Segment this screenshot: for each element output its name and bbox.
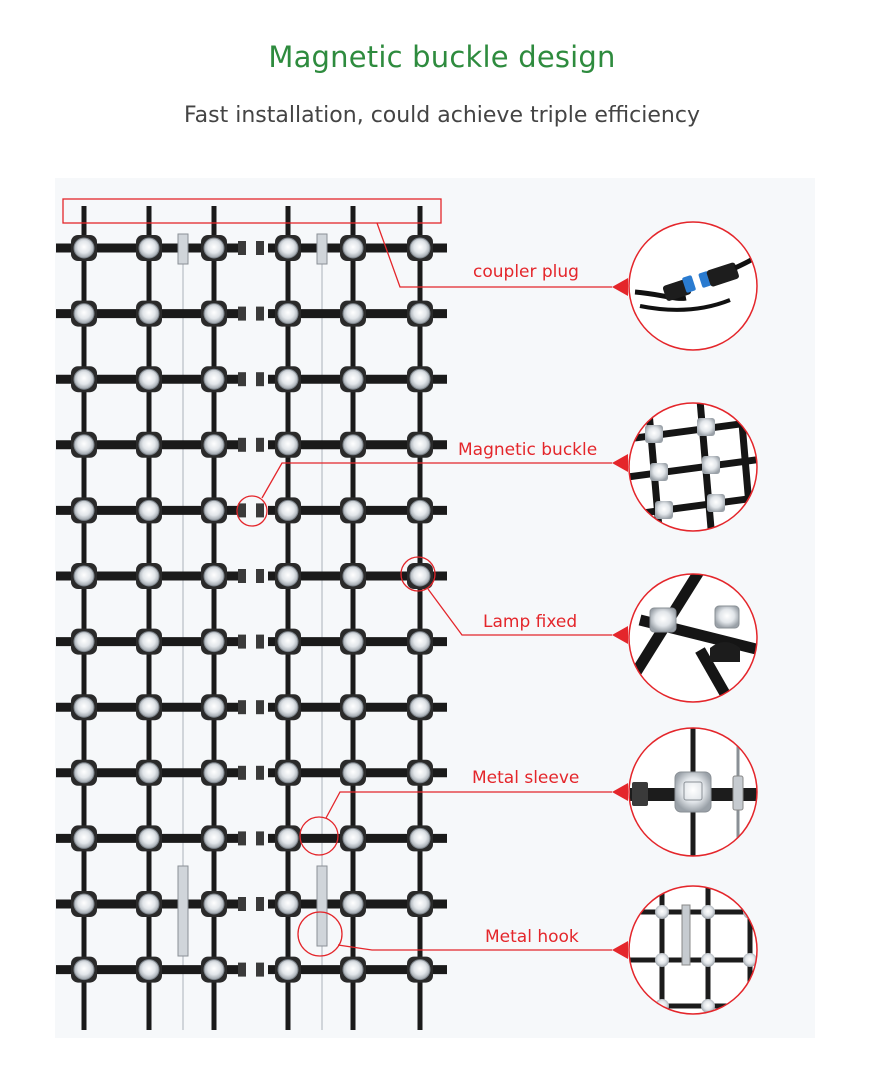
led-lamp xyxy=(204,828,224,848)
led-lamp xyxy=(204,566,224,586)
magnetic-buckle xyxy=(238,766,246,780)
led-lamp xyxy=(410,828,430,848)
led-lamp xyxy=(343,500,363,520)
led-lamp xyxy=(410,697,430,717)
led-lamp xyxy=(139,763,159,783)
led-lamp xyxy=(410,960,430,980)
led-lamp xyxy=(139,632,159,652)
led-lamp xyxy=(74,828,94,848)
led-lamp xyxy=(278,566,298,586)
led-lamp xyxy=(410,566,430,586)
magnetic-buckle-closeup xyxy=(620,400,770,540)
metal-sleeve-closeup xyxy=(629,720,770,870)
led-lamp xyxy=(278,435,298,455)
magnetic-buckle xyxy=(256,503,264,517)
led-lamp xyxy=(204,500,224,520)
led-lamp xyxy=(278,894,298,914)
magnetic-buckle xyxy=(256,438,264,452)
led-lamp xyxy=(139,369,159,389)
magnetic-buckle xyxy=(238,700,246,714)
led-lamp xyxy=(410,500,430,520)
led-lamp xyxy=(139,960,159,980)
led-lamp xyxy=(139,697,159,717)
led-lamp xyxy=(278,500,298,520)
led-lamp xyxy=(139,828,159,848)
led-lamp xyxy=(278,763,298,783)
coupler-highlight-box xyxy=(63,199,441,223)
callout-pointers xyxy=(612,278,628,959)
led-lamp xyxy=(139,500,159,520)
led-lamp xyxy=(343,238,363,258)
led-lamp xyxy=(343,435,363,455)
led-lamp xyxy=(74,566,94,586)
led-lamp xyxy=(74,435,94,455)
magnetic-buckle xyxy=(238,635,246,649)
led-lamp xyxy=(74,304,94,324)
led-lamp xyxy=(204,894,224,914)
led-lamp xyxy=(343,763,363,783)
led-lamp xyxy=(410,763,430,783)
metal-sleeve xyxy=(317,866,327,946)
led-lamp xyxy=(343,369,363,389)
led-lamp xyxy=(204,763,224,783)
coupler-plug-label: coupler plug xyxy=(473,262,579,282)
magnetic-buckle xyxy=(238,831,246,845)
magnetic-buckle xyxy=(256,766,264,780)
magnetic-buckle xyxy=(256,635,264,649)
led-lamp xyxy=(410,632,430,652)
lamp-fixed-closeup xyxy=(625,570,760,720)
magnetic-buckle xyxy=(238,307,246,321)
led-lamp xyxy=(204,238,224,258)
led-lamp xyxy=(410,435,430,455)
magnetic-buckle xyxy=(238,963,246,977)
magnetic-buckle xyxy=(238,503,246,517)
led-lamp xyxy=(410,238,430,258)
magnetic-buckle xyxy=(256,963,264,977)
page-subtitle: Fast installation, could achieve triple efficiency xyxy=(184,103,700,128)
led-lamp xyxy=(139,238,159,258)
led-grid xyxy=(56,206,447,1030)
led-lamp xyxy=(204,632,224,652)
metal-sleeve-label: Metal sleeve xyxy=(472,768,580,788)
led-lamp xyxy=(74,894,94,914)
led-lamp xyxy=(278,828,298,848)
led-lamp xyxy=(343,632,363,652)
magnetic-buckle xyxy=(256,831,264,845)
led-lamp xyxy=(74,697,94,717)
magnetic-buckle xyxy=(256,307,264,321)
magnetic-buckle xyxy=(238,241,246,255)
led-lamp xyxy=(343,566,363,586)
led-lamp xyxy=(278,238,298,258)
led-lamp xyxy=(278,960,298,980)
led-lamp xyxy=(139,304,159,324)
lamp-fixed-label: Lamp fixed xyxy=(483,612,578,632)
led-lamp xyxy=(278,304,298,324)
led-lamp xyxy=(278,369,298,389)
magnetic-buckle xyxy=(256,372,264,386)
led-lamp xyxy=(410,369,430,389)
led-lamp xyxy=(410,894,430,914)
led-lamp xyxy=(74,632,94,652)
magnetic-buckle xyxy=(256,897,264,911)
led-lamp xyxy=(204,435,224,455)
page-title: Magnetic buckle design xyxy=(268,40,616,74)
led-lamp xyxy=(343,894,363,914)
metal-sleeve xyxy=(178,234,188,264)
metal-hook-closeup xyxy=(625,885,770,1020)
led-lamp xyxy=(74,238,94,258)
led-lamp xyxy=(74,763,94,783)
led-lamp xyxy=(204,369,224,389)
led-lamp xyxy=(343,828,363,848)
metal-sleeve xyxy=(178,866,188,956)
coupler-plug-closeup xyxy=(629,222,765,350)
led-lamp xyxy=(204,697,224,717)
led-lamp xyxy=(278,632,298,652)
led-lamp xyxy=(139,566,159,586)
led-lamp xyxy=(74,369,94,389)
magnetic-buckle xyxy=(256,569,264,583)
magnetic-buckle xyxy=(238,569,246,583)
magnetic-buckle xyxy=(256,241,264,255)
led-lamp xyxy=(343,697,363,717)
led-lamp xyxy=(204,304,224,324)
led-lamp xyxy=(343,960,363,980)
led-lamp xyxy=(74,960,94,980)
led-lamp xyxy=(278,697,298,717)
magnetic-buckle xyxy=(238,438,246,452)
led-lamp xyxy=(139,894,159,914)
magnetic-buckle xyxy=(238,897,246,911)
led-lamp xyxy=(74,500,94,520)
led-lamp xyxy=(343,304,363,324)
magnetic-buckle-label: Magnetic buckle xyxy=(458,440,598,460)
led-lamp xyxy=(204,960,224,980)
magnetic-buckle xyxy=(238,372,246,386)
magnetic-buckle xyxy=(256,700,264,714)
metal-hook-label: Metal hook xyxy=(485,927,579,947)
led-lamp xyxy=(410,304,430,324)
led-lamp xyxy=(139,435,159,455)
metal-sleeve xyxy=(317,234,327,264)
